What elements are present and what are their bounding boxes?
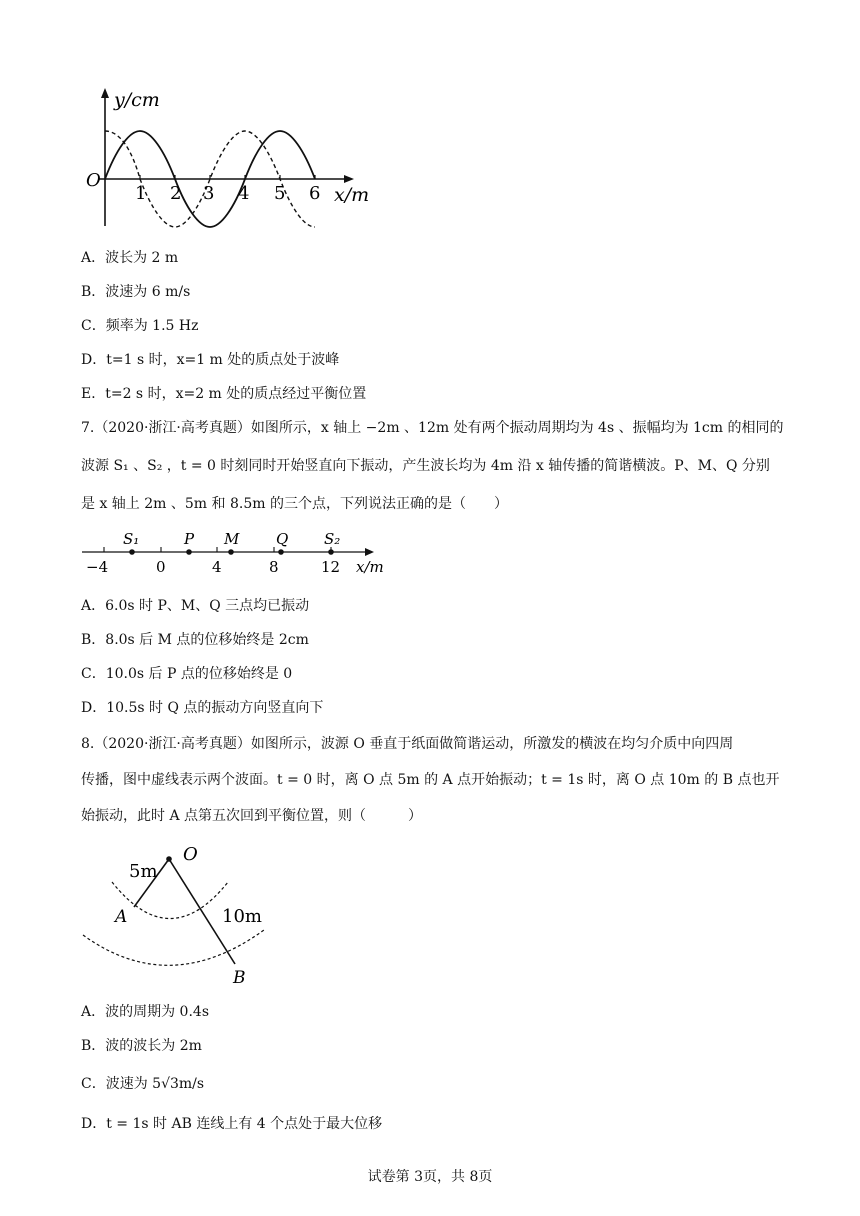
q7-option-a: A．6.0s 时 P、M、Q 三点均已振动 xyxy=(81,598,310,614)
q8-stem-line-3: 始振动，此时 A 点第五次回到平衡位置，则（ ） xyxy=(81,808,423,824)
x-tick-label: 2 xyxy=(170,183,182,204)
label-o: O xyxy=(183,844,198,865)
point-q xyxy=(278,549,284,555)
page-footer: 试卷第 3页，共 8页 xyxy=(367,1169,493,1185)
point-p xyxy=(186,549,192,555)
x-tick-label: 5 xyxy=(274,183,286,204)
point-label-m: M xyxy=(224,530,240,548)
wave-graph-figure xyxy=(80,86,380,231)
q7-stem-line-3: 是 x 轴上 2m 、5m 和 8.5m 的三个点，下列说法正确的是（ ） xyxy=(81,496,508,512)
q7-tick-label: 0 xyxy=(156,558,166,576)
q7-option-d: D．10.5s 时 Q 点的振动方向竖直向下 xyxy=(81,700,324,716)
q7-tick-label: 4 xyxy=(212,558,222,576)
q8-stem-line-2: 传播，图中虚线表示两个波面。t = 0 时，离 O 点 5m 的 A 点开始振动；t = 1s 时，离 O 点 10m 的 B 点也开 xyxy=(81,772,780,788)
q8-stem-line-1: 8.（2020·浙江·高考真题）如图所示，波源 O 垂直于纸面做简谐运动，所激发的横波在均匀介质中向四周 xyxy=(81,736,734,752)
point-label-p: P xyxy=(184,530,195,548)
q6-option-e: E．t=2 s 时，x=2 m 处的质点经过平衡位置 xyxy=(81,386,367,402)
q7-option-c: C．10.0s 后 P 点的位移始终是 0 xyxy=(81,666,293,682)
q7-tick-label: 8 xyxy=(269,558,279,576)
q8-option-c: C．波速为 5√3m/s xyxy=(81,1076,205,1092)
q6-option-a: A．波长为 2 m xyxy=(81,250,179,266)
point-s2 xyxy=(328,549,334,555)
q6-option-d: D．t=1 s 时，x=1 m 处的质点处于波峰 xyxy=(81,352,340,368)
x-tick-label: 1 xyxy=(135,183,147,204)
point-label-s1: S₁ xyxy=(123,530,140,548)
point-s1 xyxy=(129,549,135,555)
point-m xyxy=(228,549,234,555)
q7-x-axis-label: x/m xyxy=(356,558,384,576)
q7-option-b: B．8.0s 后 M 点的位移始终是 2cm xyxy=(81,632,309,648)
q8-wavefront-figure xyxy=(80,840,280,985)
y-axis-label: y/cm xyxy=(114,89,160,111)
point-label-q: Q xyxy=(276,530,289,548)
q6-option-b: B．波速为 6 m/s xyxy=(81,284,191,300)
q8-option-b: B．波的波长为 2m xyxy=(81,1038,202,1054)
point-label-s2: S₂ xyxy=(324,530,341,548)
y-axis-arrow xyxy=(101,88,109,98)
x-tick-label: 6 xyxy=(309,183,321,204)
q8-option-d: D．t = 1s 时 AB 连线上有 4 个点处于最大位移 xyxy=(81,1116,383,1132)
label-5m: 5m xyxy=(129,861,158,882)
label-a: A xyxy=(115,907,128,927)
q7-stem-line-1: 7.（2020·浙江·高考真题）如图所示，x 轴上 −2m 、12m 处有两个振动周期均为 4s 、振幅均为 1cm 的相同的 xyxy=(81,420,784,436)
q7-tick-label: 12 xyxy=(321,558,341,576)
q8-option-a: A．波的周期为 0.4s xyxy=(81,1004,210,1020)
inner-wavefront xyxy=(112,882,228,919)
x-axis-label: x/m xyxy=(334,184,370,206)
q6-option-c: C．频率为 1.5 Hz xyxy=(81,318,199,334)
label-10m: 10m xyxy=(222,906,262,927)
x-tick-label: 4 xyxy=(238,183,250,204)
q7-axis-figure xyxy=(80,526,400,578)
label-b: B xyxy=(233,968,246,985)
x-axis-arrow xyxy=(344,175,354,183)
x-tick-label: 3 xyxy=(203,183,215,204)
outer-wavefront xyxy=(83,930,264,965)
q7-x-axis-arrow xyxy=(365,548,374,556)
origin-label: O xyxy=(86,170,101,191)
q7-tick-label: −4 xyxy=(86,558,109,576)
source-point-o xyxy=(166,856,172,862)
q7-stem-line-2: 波源 S₁ 、S₂ ，t = 0 时刻同时开始竖直向下振动，产生波长均为 4m 沿 x 轴传播的简谐横波。P、M、Q 分别 xyxy=(81,458,770,474)
